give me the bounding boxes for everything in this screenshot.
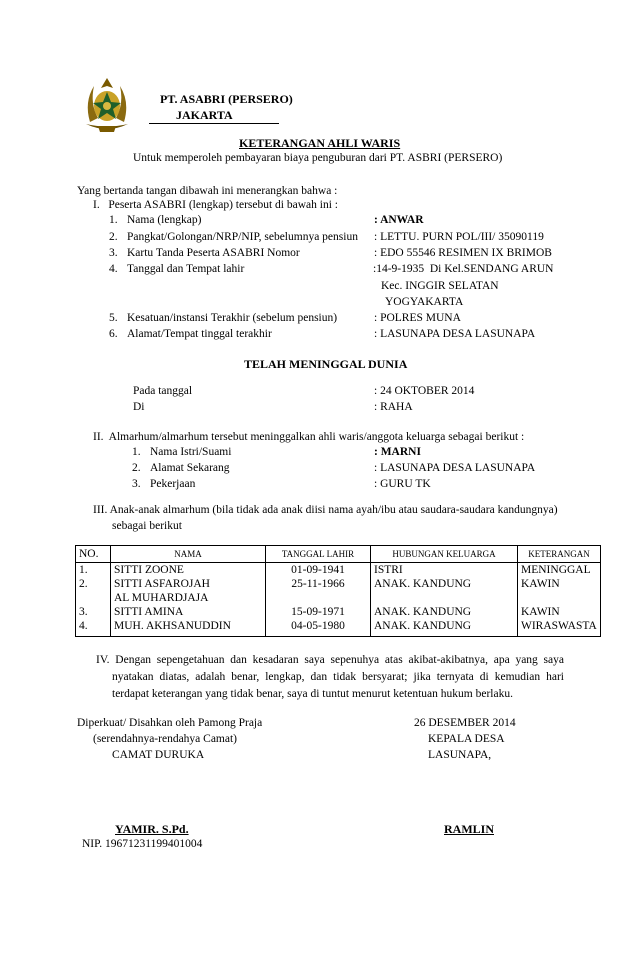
section3-heading-line2: sebagai berikut (112, 520, 182, 532)
table-header-row: NO. NAMA TANGGAL LAHIR HUBUNGAN KELUARGA KETERANGAN (76, 546, 601, 563)
death-date-label: Pada tanggal (133, 385, 193, 397)
signer-left-name: YAMIR. S.Pd. (115, 822, 189, 836)
table-row: 4. MUH. AKHSANUDDIN 04-05-1980 ANAK. KANDUNG WIRASWASTA (76, 619, 601, 637)
signer-right-name: RAMLIN (444, 822, 494, 836)
document-title: KETERANGAN AHLI WARIS (239, 136, 401, 150)
death-place-label: Di (133, 401, 145, 413)
garuda-emblem-logo (80, 72, 134, 136)
section3-heading: III. Anak-anak almarhum (bila tidak ada anak diisi nama ayah/ibu atau saudara-saudara kandungnya) (93, 504, 558, 516)
table-row: 3. SITTI AMINA 15-09-1971 ANAK. KANDUNG KAWIN (76, 605, 601, 619)
sign-right-line3: LASUNAPA, (428, 749, 492, 761)
death-heading: TELAH MENINGGAL DUNIA (244, 357, 408, 371)
sign-right-date: 26 DESEMBER 2014 (414, 717, 516, 729)
section1-heading: I. Peserta ASABRI (lengkap) tersebut di bawah ini : (93, 199, 338, 211)
table-row: 2. SITTI ASFAROJAH 25-11-1966 ANAK. KANDUNG KAWIN (76, 577, 601, 591)
sign-left-line1: Diperkuat/ Disahkan oleh Pamong Praja (77, 717, 263, 729)
section4-line2: nyatakan diatas, adalah benar, lengkap, dan tidak bersyarat; jika ternyata di kemudian hari (112, 671, 564, 683)
death-date-value: : 24 OKTOBER 2014 (374, 385, 475, 397)
sign-right-line2: KEPALA DESA (428, 733, 505, 745)
intro-text: Yang bertanda tangan dibawah ini menerangkan bahwa : (77, 185, 338, 197)
section4-line3: terdapat keterangan yang tidak benar, saya di tuntut menurut ketentuan hukum berlaku. (112, 688, 513, 700)
document-subtitle: Untuk memperoleh pembayaran biaya penguburan dari PT. ASBRI (PERSERO) (133, 152, 503, 164)
company-name: PT. ASABRI (PERSERO) (160, 92, 293, 106)
birth-place-line2: Kec. INGGIR SELATAN (381, 280, 499, 292)
section4-line1: IV. Dengan sepengetahuan dan kesadaran saya sepenuhya atas akibat-akibatnya, apa yang saya (96, 654, 564, 666)
sign-left-line3: CAMAT DURUKA (112, 749, 205, 761)
table-row: 1. SITTI ZOONE 01-09-1941 ISTRI MENINGGAL (76, 563, 601, 578)
signer-left-nip: NIP. 19671231199401004 (82, 838, 203, 850)
sign-left-line2: (serendahnya-rendahya Camat) (93, 733, 237, 745)
section2-heading: II. Almarhum/almarhum tersebut meninggalkan ahli waris/anggota keluarga sebagai berikut : (93, 431, 525, 443)
table-row: AL MUHARDJAJA (76, 591, 601, 605)
death-place-value: : RAHA (374, 401, 413, 413)
children-table (75, 545, 601, 637)
company-city: JAKARTA (149, 108, 279, 124)
birth-place-line3: YOGYAKARTA (385, 296, 464, 308)
